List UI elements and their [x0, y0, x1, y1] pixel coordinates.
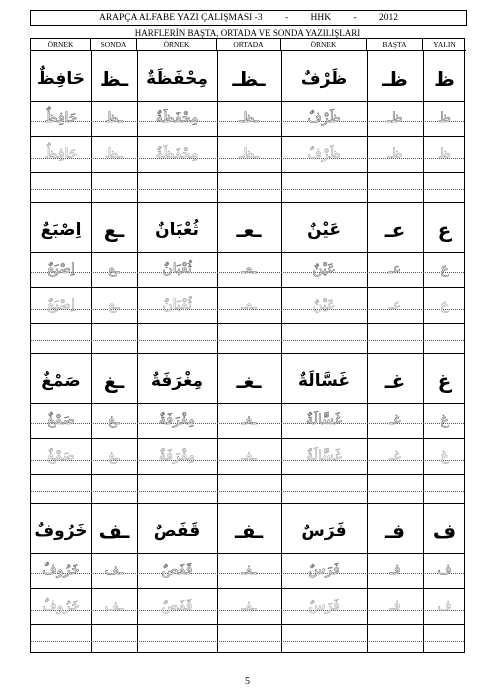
trace-row-2-example-medial: مِغْرَفَةٌ [158, 447, 196, 464]
title-dash: - [353, 13, 357, 23]
letter-grid [30, 38, 465, 653]
model-row-example-medial: ثُعْبَانٌ [155, 219, 199, 240]
trace-row-1-initial-form: فـ [389, 562, 401, 579]
model-row-isolated-form: ع [437, 217, 452, 242]
model-row-example-final: خَرُوفٌ [34, 521, 88, 542]
trace-row-2-medial-form: ـفـ [241, 598, 257, 615]
worksheet-title: ARAPÇA ALFABE YAZI ÇALIŞMASI -3 [98, 13, 263, 23]
trace-row-1-initial-form: عـ [388, 260, 402, 277]
model-row-initial-form: ظـ [382, 67, 408, 91]
model-row-example-initial: عَيْنٌ [307, 219, 341, 240]
trace-row-1-example-medial: مِحْفَظَةٌ [155, 110, 199, 126]
model-row-example-final: اِصْبَعٌ [40, 219, 82, 240]
trace-row-1-initial-form: غـ [389, 411, 401, 428]
model-row-medial-form: ـفـ [234, 519, 264, 544]
trace-row-2-initial-form: غـ [389, 447, 401, 464]
row-divider [31, 172, 464, 173]
trace-row-2-medial-form: ـغـ [241, 447, 257, 464]
column-header-example-medial: ÖRNEK [137, 39, 217, 51]
practice-line [31, 340, 464, 341]
row-divider [31, 474, 464, 475]
trace-row-2-example-final: خَرُوفٌ [42, 598, 80, 615]
trace-row-1-final-form: ـع [108, 260, 120, 277]
trace-row-1-example-final: خَرُوفٌ [42, 562, 80, 579]
trace-row-2-isolated-form: غ [440, 447, 449, 464]
title-dash: - [284, 13, 289, 23]
page-number: 5 [245, 676, 250, 687]
trace-row-1-final-form: ـظ [105, 110, 123, 126]
trace-row-1-example-initial: عَيْنٌ [312, 260, 336, 277]
model-row-medial-form: ـغـ [236, 368, 262, 393]
trace-row-2-example-initial: غَسَّالَةٌ [306, 447, 342, 464]
practice-line [31, 491, 464, 492]
model-row-final-form: ـغ [103, 368, 125, 393]
row-divider [31, 136, 464, 137]
model-row-example-final: حَافِظٌ [37, 69, 85, 89]
trace-row-2-example-final: صَمْغٌ [47, 447, 75, 464]
trace-row-2-example-initial: فَرَسٌ [308, 598, 340, 615]
trace-row-2-initial-form: ظـ [387, 146, 403, 162]
trace-row-1-example-medial: ثُعْبَانٌ [162, 260, 192, 277]
trace-row-1-example-final: حَافِظٌ [44, 110, 78, 126]
trace-row-2-final-form: ـظ [105, 146, 123, 162]
trace-row-1-medial-form: ـغـ [241, 411, 257, 428]
model-row-example-initial: ظَرْفٌ [300, 69, 348, 89]
column-header-example-initial: ÖRNEK [281, 39, 367, 51]
section-divider [31, 503, 464, 504]
column-header-example-final: ÖRNEK [31, 39, 91, 51]
trace-row-1-example-initial: فَرَسٌ [308, 562, 340, 579]
trace-row-2-isolated-form: ع [440, 296, 449, 313]
trace-row-1-isolated-form: ظ [438, 110, 451, 126]
row-divider [31, 101, 464, 102]
trace-row-1-initial-form: ظـ [387, 110, 403, 126]
year: 2012 [379, 13, 399, 23]
trace-row-1-medial-form: ـعـ [241, 260, 257, 277]
row-divider [31, 624, 464, 625]
trace-row-1-example-medial: قَفَصٌ [161, 562, 193, 579]
trace-row-1-medial-form: ـفـ [241, 562, 257, 579]
model-row-example-medial: مِحْفَظَةٌ [146, 69, 208, 89]
trace-row-2-example-medial: قَفَصٌ [161, 598, 193, 615]
trace-row-1-final-form: ـف [104, 562, 124, 579]
practice-line [31, 189, 464, 190]
trace-row-1-example-initial: ظَرْفٌ [307, 110, 341, 126]
model-row-medial-form: ـعـ [236, 217, 262, 242]
section-divider [31, 202, 464, 203]
trace-row-1-example-final: اِصْبَعٌ [47, 260, 75, 277]
trace-row-1-example-medial: مِغْرَفَةٌ [158, 411, 196, 428]
trace-row-1-final-form: ـغ [108, 411, 120, 428]
model-row-initial-form: فـ [385, 519, 405, 544]
trace-row-1-isolated-form: غ [440, 411, 449, 428]
trace-row-2-example-final: اِصْبَعٌ [47, 296, 75, 313]
trace-row-1-medial-form: ـظـ [239, 110, 259, 126]
model-row-medial-form: ـظـ [232, 67, 266, 91]
column-header-initial-form: BAŞTA [367, 39, 423, 51]
trace-row-2-example-medial: ثُعْبَانٌ [162, 296, 192, 313]
trace-row-2-final-form: ـع [108, 296, 120, 313]
row-divider [31, 287, 464, 288]
model-row-example-medial: مِغْرَفَةٌ [150, 370, 204, 391]
trace-row-2-initial-form: فـ [389, 598, 401, 615]
row-divider [31, 323, 464, 324]
trace-row-1-example-initial: غَسَّالَةٌ [306, 411, 342, 428]
worksheet-subtitle: HARFLERİN BAŞTA, ORTADA VE SONDA YAZILIŞLARI [134, 28, 361, 38]
trace-row-2-final-form: ـغ [108, 447, 120, 464]
column-header-isolated-form: YALIN [423, 39, 466, 51]
trace-row-2-initial-form: عـ [388, 296, 402, 313]
row-divider [31, 588, 464, 589]
row-divider [31, 403, 464, 404]
trace-row-2-example-initial: عَيْنٌ [312, 296, 336, 313]
row-divider [31, 553, 464, 554]
trace-row-2-example-medial: مِحْفَظَةٌ [155, 146, 199, 162]
model-row-example-initial: فَرَسٌ [301, 521, 347, 542]
row-divider [31, 252, 464, 253]
column-header-final-form: SONDA [91, 39, 137, 51]
trace-row-2-isolated-form: ظ [438, 146, 451, 162]
trace-row-2-medial-form: ـظـ [239, 146, 259, 162]
trace-row-1-isolated-form: ع [440, 260, 449, 277]
model-row-example-final: صَمْغٌ [41, 370, 81, 391]
trace-row-2-example-initial: ظَرْفٌ [307, 146, 341, 162]
model-row-final-form: ـف [98, 519, 130, 544]
section-divider [31, 353, 464, 354]
trace-row-1-isolated-form: ف [437, 562, 452, 579]
model-row-example-medial: قَفَصٌ [153, 521, 201, 542]
model-row-initial-form: غـ [384, 368, 406, 393]
trace-row-2-example-final: حَافِظٌ [44, 146, 78, 162]
model-row-isolated-form: ظ [434, 67, 455, 91]
model-row-isolated-form: غ [437, 368, 452, 393]
trace-row-2-medial-form: ـعـ [241, 296, 257, 313]
model-row-final-form: ـظ [99, 67, 129, 91]
model-row-final-form: ـع [103, 217, 125, 242]
practice-line [31, 641, 464, 642]
trace-row-2-isolated-form: ف [437, 598, 452, 615]
model-row-initial-form: عـ [384, 217, 406, 242]
worksheet-title-box [30, 10, 467, 26]
column-header-medial-form: ORTADA [217, 39, 281, 51]
model-row-isolated-form: ف [432, 519, 457, 544]
trace-row-1-example-final: صَمْغٌ [47, 411, 75, 428]
model-row-example-initial: غَسَّالَةٌ [298, 370, 350, 391]
trace-row-2-final-form: ـف [104, 598, 124, 615]
author-initials: HHK [310, 13, 332, 23]
row-divider [31, 438, 464, 439]
